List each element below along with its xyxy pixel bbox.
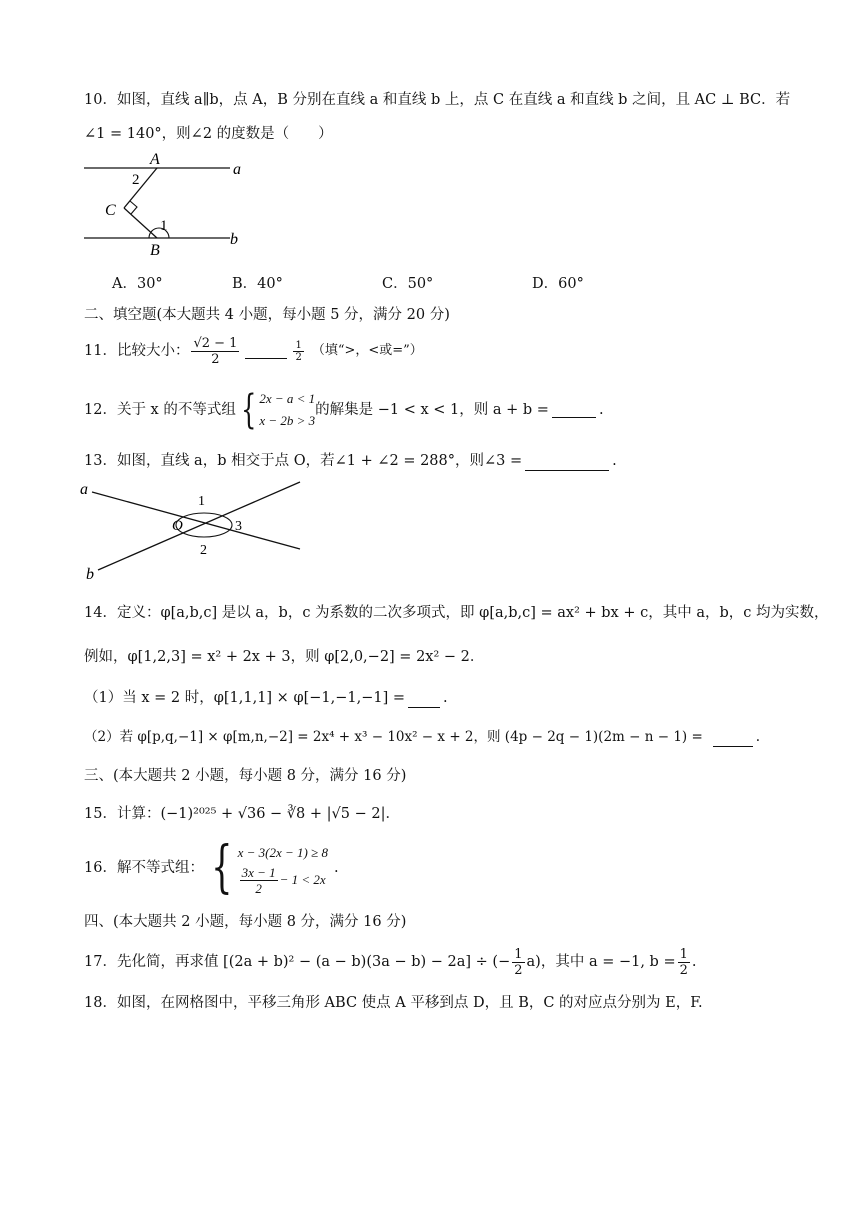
q14-part1 <box>84 688 448 708</box>
q11 <box>84 333 423 369</box>
q14-line1: 14．定义：φ[a,b,c] 是以 a，b，c 为系数的二次多项式，即 φ[a,b,c] = ax² + bx + c，其中 a，b，c 均为实数， <box>84 605 829 621</box>
q16-frac-den: 2 <box>255 880 262 896</box>
q14-part1-suffix: . <box>443 690 448 706</box>
q11-half-den: 2 <box>295 351 302 363</box>
q10-line1: 10．如图，直线 a∥b，点 A，B 分别在直线 a 和直线 b 上，点 C 在直线 a 和直线 b 之间，且 AC ⊥ BC．若 <box>84 92 791 108</box>
q16 <box>84 835 339 900</box>
q13-figure <box>78 478 318 588</box>
q12 <box>84 386 604 434</box>
q13-suffix: . <box>612 453 617 469</box>
q13-text: 13．如图，直线 a，b 相交于点 O，若∠1 + ∠2 = 288°，则∠3 = <box>84 453 523 469</box>
q12-blank[interactable] <box>552 403 596 418</box>
q11-frac-den: 2 <box>211 351 220 367</box>
q17-half <box>512 947 524 978</box>
q14-part2-text: （2）若 φ[p,q,−1] × φ[m,n,−2] = 2x⁴ + x³ − 10x² − x + 2，则 (4p − 2q − 1)(2m − n − 1) = <box>84 729 703 745</box>
label-C: C <box>105 202 116 219</box>
q11-suffix: （填“>，<或=”） <box>311 343 423 358</box>
q16-ineq1: x − 3(2x − 1) ≥ 8 <box>237 844 328 860</box>
q11-fraction <box>191 336 239 367</box>
q13-blank[interactable] <box>525 456 609 471</box>
q15: 15．计算：(−1)²⁰²⁵ + √36 − ∛8 + |√5 − 2|． <box>84 806 400 822</box>
section2-heading: 二、填空题(本大题共 4 小题，每小题 5 分，满分 20 分) <box>84 307 450 323</box>
q12-middle: 的解集是 −1 < x < 1，则 a + b = <box>315 402 549 418</box>
q11-half <box>293 340 303 363</box>
q10-option-d: D．60° <box>532 276 584 292</box>
q16-ineq2-rest: − 1 < 2x <box>279 872 326 887</box>
q11-blank[interactable] <box>245 344 287 359</box>
q17-prefix: 17．先化简，再求值 [(2a + b)² − (a − b)(3a − b) − 2a] ÷ (− <box>84 954 511 970</box>
q12-ineq2: x − 2b > 3 <box>259 413 316 428</box>
label-1: 1 <box>160 218 168 234</box>
q16-suffix: . <box>333 860 339 876</box>
q11-half-num: 1 <box>295 339 302 351</box>
q17-b-den: 2 <box>679 962 688 978</box>
q14-part2-suffix: . <box>755 729 761 745</box>
q12-brace: { <box>240 387 257 433</box>
q16-system <box>204 835 328 900</box>
label-b: b <box>230 231 238 248</box>
q12-prefix: 12．关于 x 的不等式组 <box>84 402 236 418</box>
q14-part1-text: （1）当 x = 2 时，φ[1,1,1] × φ[−1,−1,−1] = <box>84 690 406 706</box>
label-3: 3 <box>235 519 242 534</box>
q12-ineq1: 2x − a < 1 <box>259 391 316 406</box>
q10-line2: ∠1 = 140°，则∠2 的度数是（ ） <box>84 126 333 142</box>
q17-mid: a)，其中 a = −1, b = <box>526 954 676 970</box>
q16-prefix: 16．解不等式组： <box>84 860 204 876</box>
q14-part2 <box>84 727 760 747</box>
label-a: a <box>233 161 241 178</box>
q17-b-value <box>678 947 690 978</box>
q14-part2-blank[interactable] <box>713 732 753 747</box>
label-B: B <box>150 242 160 259</box>
q17-half-num: 1 <box>514 946 523 962</box>
q10-option-c: C．50° <box>382 276 434 292</box>
label-2: 2 <box>200 543 207 558</box>
q13 <box>84 451 617 471</box>
section4-heading: 四、(本大题共 2 小题，每小题 8 分，满分 16 分) <box>84 914 407 930</box>
q12-suffix: . <box>598 402 604 418</box>
q16-brace: { <box>211 835 233 900</box>
q17 <box>84 944 696 980</box>
q14-part1-blank[interactable] <box>408 693 440 708</box>
q10-option-a: A．30° <box>112 276 163 292</box>
label-1: 1 <box>198 494 205 509</box>
label-b: b <box>86 566 94 583</box>
label-a: a <box>80 481 88 498</box>
q14-line2: 例如，φ[1,2,3] = x² + 2x + 3，则 φ[2,0,−2] = 2x² − 2． <box>84 649 485 665</box>
section3-heading: 三、(本大题共 2 小题，每小题 8 分，满分 16 分) <box>84 768 407 784</box>
q16-ineq2 <box>238 865 328 896</box>
q17-half-den: 2 <box>514 962 523 978</box>
label-O: O <box>172 518 183 534</box>
q10-option-b: B．40° <box>232 276 283 292</box>
q17-suffix: . <box>691 954 697 970</box>
q17-b-num: 1 <box>679 946 688 962</box>
q18: 18．如图，在网格图中，平移三角形 ABC 使点 A 平移到点 D，且 B，C 的对应点分别为 E，F. <box>84 995 703 1011</box>
label-A: A <box>150 151 160 168</box>
q11-prefix: 11．比较大小： <box>84 343 190 359</box>
label-2: 2 <box>132 172 140 188</box>
q10-figure <box>82 150 262 262</box>
q12-system <box>236 388 315 432</box>
q11-frac-num: √2 − 1 <box>193 335 238 351</box>
q16-frac-num: 3x − 1 <box>241 864 276 880</box>
